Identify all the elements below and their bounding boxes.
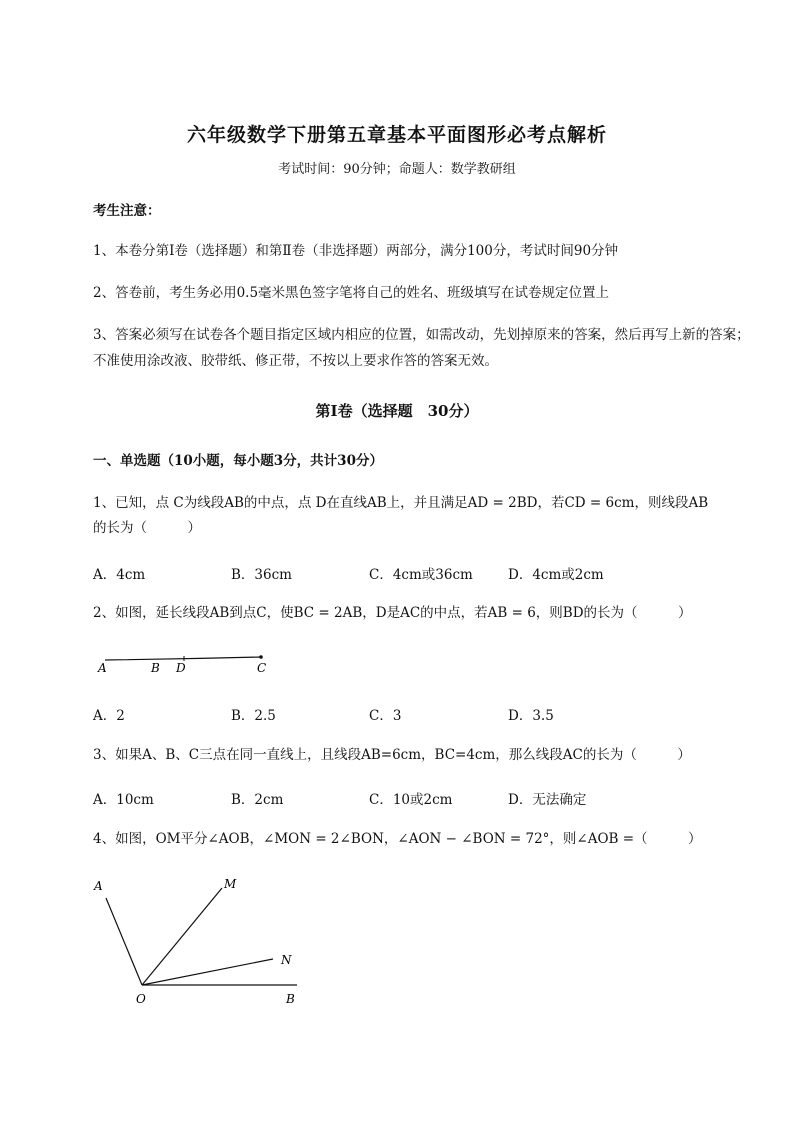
notice-item-3: 3、答案必须写在试卷各个题目指定区域内相应的位置，如需改动，先划掉原来的答案，然后再写上新的答案；不准使用涂改液、胶带纸、修正带，不按以上要求作答的答案无效。 — [93, 327, 750, 369]
question-4-figure — [88, 870, 308, 1010]
question-1-line-2: 的长为（ ） — [93, 520, 201, 536]
question-4-text: 4、如图，OM平分∠AOB，∠MON = 2∠BON，∠AON − ∠BON = 72°，则∠AOB =（ ） — [93, 831, 702, 847]
label-o: O — [136, 992, 146, 1006]
option-b[interactable]: B．2.5 — [231, 708, 276, 724]
option-b[interactable]: B．2cm — [231, 792, 284, 808]
ray-om — [142, 888, 222, 985]
question-2-options — [93, 704, 733, 724]
option-a[interactable]: A．10cm — [93, 792, 154, 808]
label-a: A — [94, 879, 103, 893]
option-c[interactable]: C．10或2cm — [369, 792, 453, 808]
option-d[interactable]: D．4cm或2cm — [508, 567, 604, 583]
label-b: B — [151, 661, 160, 675]
label-d: D — [176, 661, 186, 675]
option-c[interactable]: C．4cm或36cm — [369, 567, 473, 583]
ray-on — [142, 959, 273, 985]
option-a[interactable]: A．2 — [93, 708, 125, 724]
notice-heading: 考生注意： — [93, 203, 161, 219]
option-c[interactable]: C．3 — [369, 708, 402, 724]
option-b[interactable]: B．36cm — [231, 567, 292, 583]
label-a: A — [98, 661, 107, 675]
label-b: B — [286, 992, 295, 1006]
question-1-line-1: 1、已知，点 C为线段AB的中点，点 D在直线AB上，并且满足AD = 2BD，若CD = 6cm，则线段AB — [93, 495, 709, 511]
notice-item-2: 2、答卷前，考生务必用0.5毫米黑色签字笔将自己的姓名、班级填写在试卷规定位置上 — [93, 285, 610, 301]
option-a[interactable]: A．4cm — [93, 567, 146, 583]
question-1-options — [93, 563, 733, 583]
point-c — [259, 655, 263, 659]
question-2-text: 2、如图，延长线段AB到点C，使BC = 2AB，D是AC的中点，若AB = 6，则BD的长为（ ） — [93, 605, 692, 621]
label-m: M — [224, 877, 237, 891]
question-3-text: 3、如果A、B、C三点在同一直线上，且线段AB=6cm，BC=4cm，那么线段AC的长为（ ） — [93, 747, 691, 763]
ray-oa — [106, 898, 142, 985]
exam-info: 考试时间：90分钟；命题人：数学教研组 — [278, 162, 516, 177]
section-title: 第Ⅰ卷（选择题 30分） — [315, 402, 479, 420]
option-d[interactable]: D．3.5 — [508, 708, 554, 724]
label-c: C — [257, 661, 267, 675]
option-d[interactable]: D．无法确定 — [508, 792, 587, 808]
question-3-options — [93, 788, 733, 808]
segment-ac — [105, 657, 261, 660]
notice-item-1: 1、本卷分第Ⅰ卷（选择题）和第Ⅱ卷（非选择题）两部分，满分100分，考试时间90分钟 — [93, 243, 619, 259]
label-n: N — [281, 953, 292, 967]
part-title: 一、单选题（10小题，每小题3分，共计30分） — [93, 453, 383, 469]
page-title: 六年级数学下册第五章基本平面图形必考点解析 — [186, 124, 607, 146]
question-2-figure — [93, 648, 283, 678]
